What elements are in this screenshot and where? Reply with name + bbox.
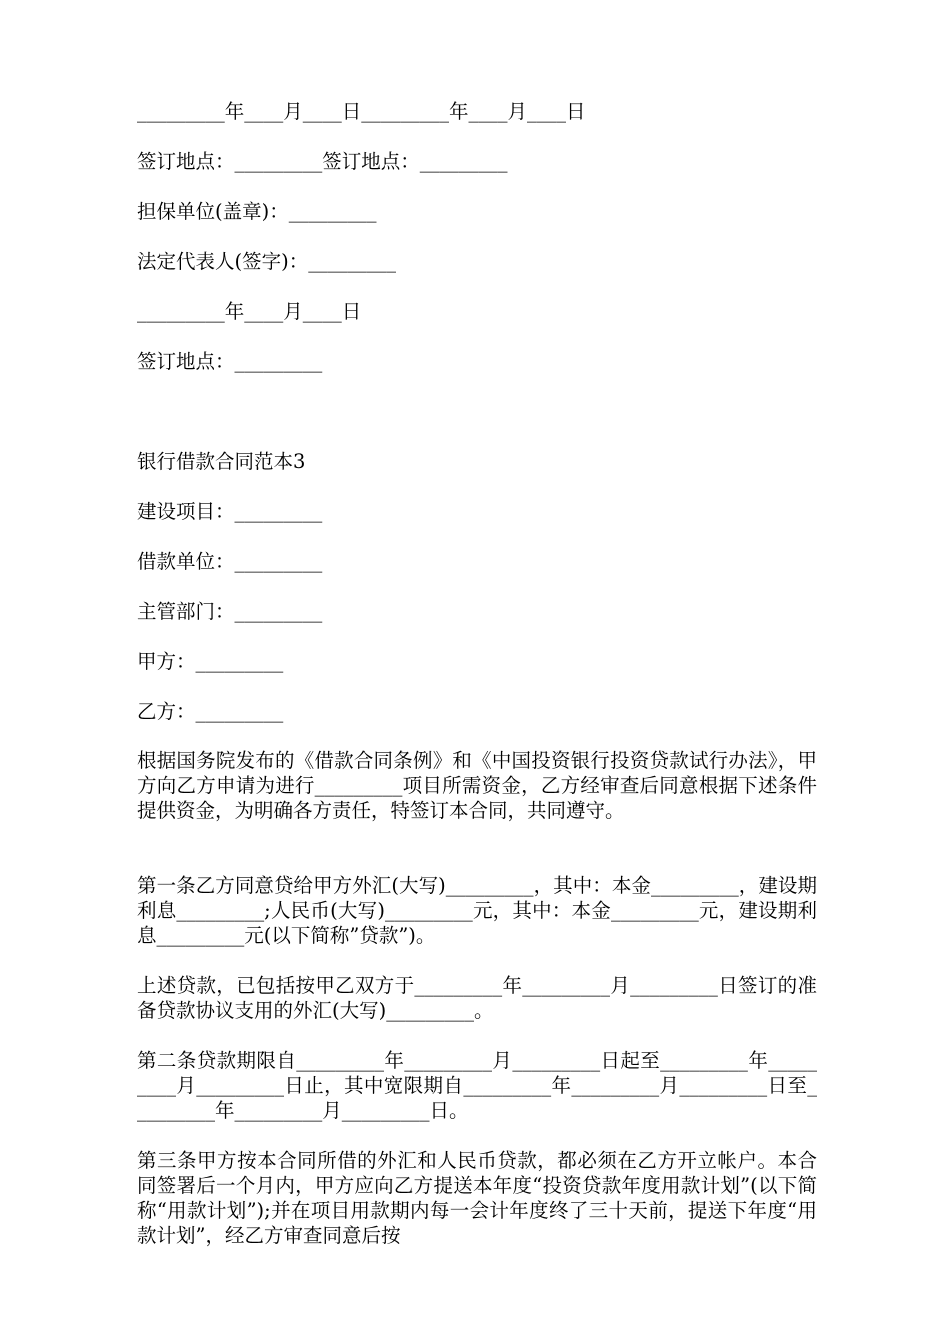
- field-project: 建设项目：_________: [137, 500, 323, 523]
- field-borrower: 借款单位：_________: [137, 550, 323, 573]
- article-1-paragraph: 第一条乙方同意贷给甲方外汇(大写)_________，其中：本金_________，建设期利息_________;人民币(大写)_________元，其中：本金_________元，建设期利息_________元(以下简称”贷款”)。: [137, 874, 817, 947]
- field-party-a: 甲方：_________: [137, 650, 284, 673]
- section-title: 银行借款合同范本3: [137, 450, 306, 473]
- legal-rep-sign-line: 法定代表人(签字)：_________: [137, 250, 396, 273]
- loan-note-paragraph: 上述贷款，已包括按甲乙双方于_________年_________月_________日签订的准备贷款协议支用的外汇(大写)_________。: [137, 974, 817, 1022]
- field-department: 主管部门：_________: [137, 600, 323, 623]
- field-party-b: 乙方：_________: [137, 700, 284, 723]
- guarantor-date-line: _________年____月____日: [137, 300, 362, 323]
- guarantor-place-line: 签订地点：_________: [137, 350, 323, 373]
- signing-place-line: 签订地点：_________签订地点：_________: [137, 150, 508, 173]
- article-3-paragraph: 第三条甲方按本合同所借的外汇和人民币贷款，都必须在乙方开立帐户。本合同签署后一个月内，甲方应向乙方提送本年度“投资贷款年度用款计划”(以下简称“用款计划”);并在项目用款期内每一会计年度终了三十天前，提送下年度“用款计划”，经乙方审查同意后按: [137, 1149, 817, 1247]
- article-2-paragraph: 第二条贷款期限自_________年_________月_________日起至_________年_________月_________日止，其中宽限期自_________年_________月_________日至_________年_________月_________日。: [137, 1049, 817, 1122]
- guarantor-seal-line: 担保单位(盖章)：_________: [137, 200, 377, 223]
- signing-date-line: _________年____月____日_________年____月____日: [137, 100, 586, 123]
- preamble-paragraph: 根据国务院发布的《借款合同条例》和《中国投资银行投资贷款试行办法》，甲方向乙方申请为进行_________项目所需资金，乙方经审查后同意根据下述条件提供资金，为明确各方责任，特签订本合同，共同遵守。: [137, 749, 817, 822]
